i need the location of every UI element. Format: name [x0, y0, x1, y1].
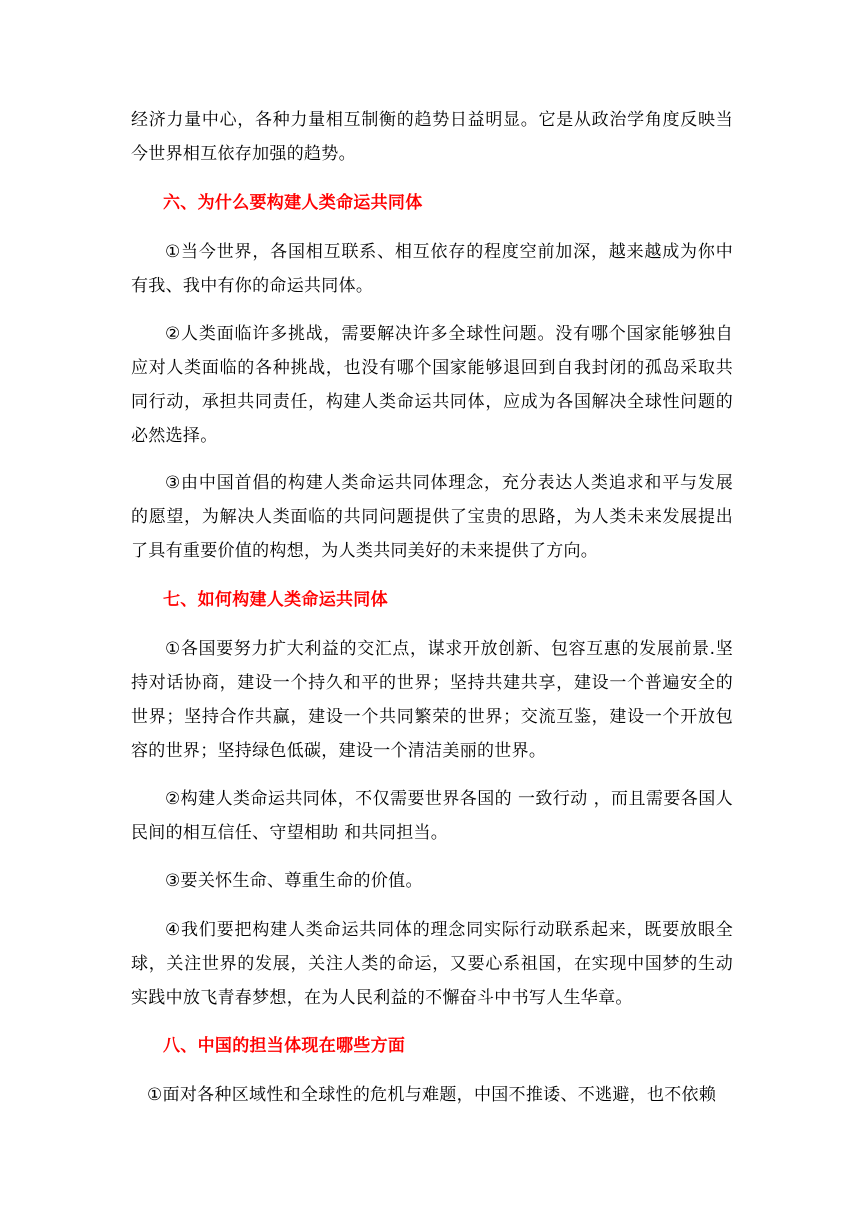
section-heading-8: 八、中国的担当体现在哪些方面: [163, 1036, 406, 1056]
paragraph-7-4: ④我们要把构建人类命运共同体的理念同实际行动联系起来，既要放眼全球，关注世界的发展，关注人类的命运，又要心系祖国，在实现中国梦的生动实践中放飞青春梦想，在为人民利益的不懈奋斗中书写人生华章。: [131, 920, 733, 1008]
paragraph-6-2: ②人类面临许多挑战，需要解决许多全球性问题。没有哪个国家能够独自应对人类面临的各种挑战，也没有哪个国家能够退回到自我封闭的孤岛采取共同行动，承担共同责任，构建人类命运共同体，应成为各国解决全球性问题的必然选择。: [131, 324, 733, 446]
paragraph-7-2: ②构建人类命运共同体，不仅需要世界各国的 一致行动 ，而且需要各国人民间的相互信任、守望相助 和共同担当。: [131, 789, 733, 843]
paragraph-continuation: 经济力量中心，各种力量相互制衡的趋势日益明显。它是从政治学角度反映当今世界相互依存加强的趋势。: [131, 110, 733, 164]
paragraph-7-3: ③要关怀生命、尊重生命的价值。: [165, 871, 423, 891]
section-heading-6: 六、为什么要构建人类命运共同体: [163, 193, 423, 213]
paragraph-6-3: ③由中国首倡的构建人类命运共同体理念，充分表达人类追求和平与发展的愿望，为解决人类面临的共同问题提供了宝贵的思路，为人类未来发展提出了具有重要价值的构想，为人类共同美好的未来提供了方向。: [131, 473, 733, 561]
paragraph-7-1: ①各国要努力扩大利益的交汇点，谋求开放创新、包容互惠的发展前景.坚持对话协商，建设一个持久和平的世界；坚持共建共享，建设一个普遍安全的世界；坚持合作共赢，建设一个共同繁荣的世界；交流互鉴，建设一个开放包容的世界；坚持绿色低碳，建设一个清洁美丽的世界。: [131, 639, 733, 761]
section-heading-7: 七、如何构建人类命运共同体: [163, 590, 388, 610]
paragraph-8-1: ①面对各种区域性和全球性的危机与难题，中国不推诿、不逃避，也不依赖: [147, 1085, 717, 1105]
paragraph-6-1: ①当今世界，各国相互联系、相互依存的程度空前加深，越来越成为你中有我、我中有你的命运共同体。: [131, 242, 733, 296]
